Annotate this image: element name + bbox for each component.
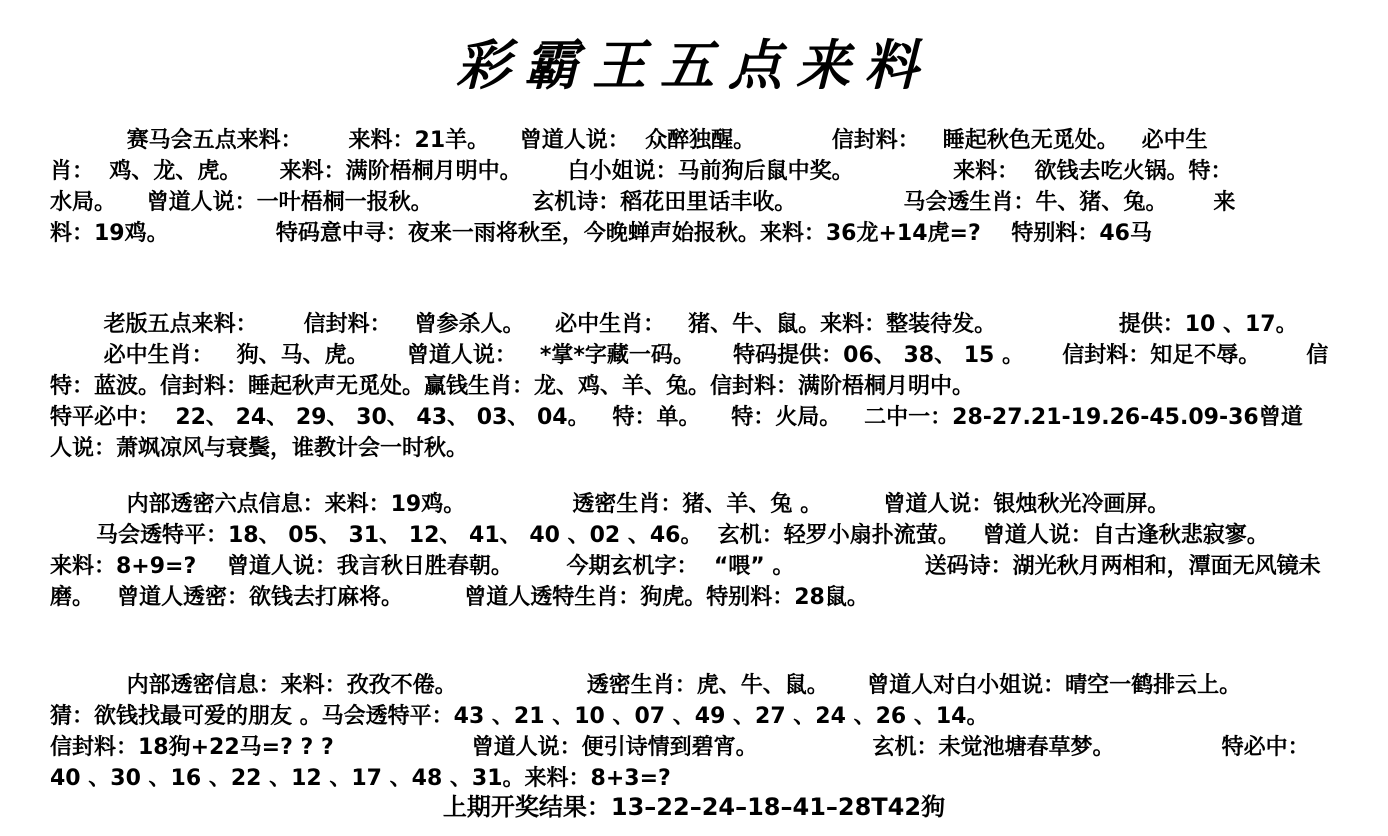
text-line: 肖： 鸡、龙、虎。 来料：满阶梧桐月明中。 白小姐说：马前狗后鼠中奖。 来料： 欲钱去吃火锅。特： xyxy=(50,159,1233,184)
text-line: 猜：欲钱找最可爱的朋友 。马会透特平：43 、21 、10 、07 、49 、27 、24 、26 、14。 xyxy=(50,704,989,729)
text-line: 老版五点来料： 信封料： 曾参杀人。 必中生肖： 猪、牛、鼠。来料：整装待发。 提供：10 、17。 xyxy=(50,312,1298,337)
text-line: 磨。 曾道人透密：欲钱去打麻将。 曾道人透特生肖：狗虎。特别料：28鼠。 xyxy=(50,585,869,610)
text-line: 特平必中： 22、 24、 29、 30、 43、 03、 04。 特：单。 特：火局。 二中一：28-27.21-19.26-45.09-36曾道 xyxy=(50,405,1303,430)
text-line: 信封料：18狗+22马=? ? ? 曾道人说：便引诗情到碧宵。 玄机：未觉池塘春草梦。 特必中： xyxy=(50,735,1310,760)
text-line: 必中生肖： 狗、马、虎。 曾道人说： *掌*字藏一码。 特码提供：06、 38、 15 。 信封料：知足不辱。 信 xyxy=(50,343,1329,368)
text-line: 特：蓝波。信封料：睡起秋声无觅处。赢钱生肖：龙、鸡、羊、兔。信封料：满阶梧桐月明中。 xyxy=(50,374,975,399)
section-1 xyxy=(50,125,1385,249)
text-line: 水局。 曾道人说：一叶梧桐一报秋。 玄机诗：稻花田里话丰收。 马会透生肖：牛、猪、兔。 来 xyxy=(50,190,1236,215)
section-3 xyxy=(50,489,1385,613)
text-line: 内部透密六点信息：来料：19鸡。 透密生肖：猪、羊、兔 。 曾道人说：银烛秋光冷画屏。 xyxy=(50,492,1170,517)
text-line: 马会透特平：18、 05、 31、 12、 41、 40 、02 、46。 玄机：轻罗小扇扑流萤。 曾道人说：自古逢秋悲寂寥。 xyxy=(50,523,1269,548)
text-line: 40 、30 、16 、22 、12 、17 、48 、31。来料：8+3=? xyxy=(50,766,671,791)
page-title: 彩霸王五点来料 xyxy=(456,33,932,97)
last-draw-result: 上期开奖结果：13–22–24–18–41–28T42狗 xyxy=(442,793,946,821)
text-line: 内部透密信息：来料：孜孜不倦。 透密生肖：虎、牛、鼠。 曾道人对白小姐说：晴空一鹤排云上。 xyxy=(50,673,1242,698)
text-line: 人说：萧飒凉风与衰鬓，谁教计会一时秋。 xyxy=(50,436,469,461)
section-4 xyxy=(50,670,1385,794)
text-line: 料：19鸡。 特码意中寻：夜来一雨将秋至，今晚蝉声始报秋。来料：36龙+14虎=? 特别料：46马 xyxy=(50,221,1152,246)
text-line: 赛马会五点来料： 来料：21羊。 曾道人说： 众醉独醒。 信封料： 睡起秋色无觅处。 必中生 xyxy=(50,128,1208,153)
section-2 xyxy=(50,309,1385,464)
text-line: 来料：8+9=? 曾道人说：我言秋日胜春朝。 今期玄机字： “喂” 。 送码诗：湖光秋月两相和，潭面无风镜未 xyxy=(50,554,1321,579)
